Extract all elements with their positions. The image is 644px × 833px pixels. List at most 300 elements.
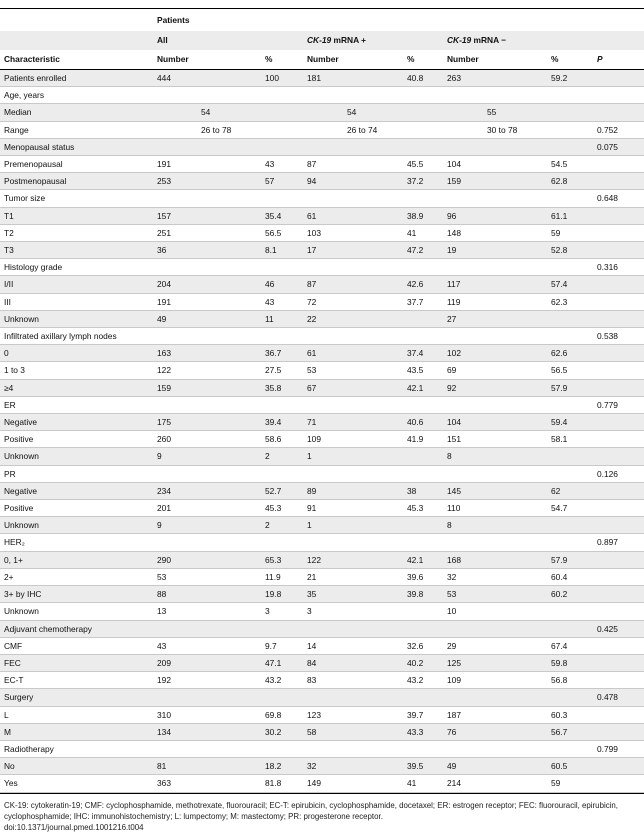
table-cell: 3 [303, 603, 403, 620]
table-cell: 58 [303, 723, 403, 740]
table-cell [593, 672, 644, 689]
table-cell: 43 [261, 156, 303, 173]
table-cell [303, 689, 403, 706]
table-cell: 13 [153, 603, 261, 620]
table-cell [261, 396, 303, 413]
table-cell: 9 [153, 448, 261, 465]
table-cell [443, 620, 547, 637]
table-cell: 0.648 [593, 190, 644, 207]
table-cell: 59.8 [547, 654, 593, 671]
table-cell: Surgery [0, 689, 153, 706]
table-cell: 30 to 78 [443, 121, 593, 138]
table-cell: M [0, 723, 153, 740]
table-cell [547, 534, 593, 551]
table-row [0, 775, 644, 792]
table-row [0, 104, 644, 121]
table-cell: 0 [0, 345, 153, 362]
table-cell: 65.3 [261, 551, 303, 568]
header-all: All [153, 31, 303, 50]
table-cell: 87 [303, 276, 403, 293]
table-cell: 87 [303, 156, 403, 173]
table-cell: 168 [443, 551, 547, 568]
table-cell: 100 [261, 70, 303, 87]
table-cell: 26 to 78 [153, 121, 303, 138]
table-cell: 47.1 [261, 654, 303, 671]
table-cell: 61.1 [547, 207, 593, 224]
table-cell [403, 328, 443, 345]
table-cell [547, 259, 593, 276]
table-cell: 37.7 [403, 293, 443, 310]
table-cell: 30.2 [261, 723, 303, 740]
table-cell [153, 87, 261, 104]
table-cell [261, 620, 303, 637]
table-cell: 209 [153, 654, 261, 671]
table-cell: Median [0, 104, 153, 121]
table-cell [593, 207, 644, 224]
table-cell [593, 482, 644, 499]
table-row [0, 465, 644, 482]
table-row [0, 723, 644, 740]
table-cell [593, 345, 644, 362]
table-cell: 0.897 [593, 534, 644, 551]
table-cell: 60.2 [547, 586, 593, 603]
table-cell: 41.9 [403, 431, 443, 448]
table-cell: 119 [443, 293, 547, 310]
table-cell [593, 87, 644, 104]
table-row [0, 379, 644, 396]
table-cell: 59.4 [547, 414, 593, 431]
table-cell [403, 448, 443, 465]
table-cell [593, 603, 644, 620]
table-row [0, 328, 644, 345]
table-cell: Negative [0, 414, 153, 431]
table-cell: 59.2 [547, 70, 593, 87]
table-row [0, 586, 644, 603]
patient-characteristics-table [0, 9, 644, 793]
table-cell: CMF [0, 637, 153, 654]
table-cell [593, 379, 644, 396]
table-cell: 56.8 [547, 672, 593, 689]
table-cell [403, 603, 443, 620]
table-cell: 45.3 [403, 500, 443, 517]
table-cell [547, 603, 593, 620]
table-cell: 39.8 [403, 586, 443, 603]
table-cell: 444 [153, 70, 261, 87]
table-cell: 43 [261, 293, 303, 310]
table-cell: 157 [153, 207, 261, 224]
table-cell [153, 689, 261, 706]
table-cell [261, 87, 303, 104]
table-cell: 52.8 [547, 242, 593, 259]
table-cell [593, 551, 644, 568]
table-cell [153, 740, 261, 757]
table-cell [593, 637, 644, 654]
table-cell: 69 [443, 362, 547, 379]
table-cell [443, 87, 547, 104]
table-cell [303, 465, 403, 482]
table-cell [303, 328, 403, 345]
table-cell: 56.7 [547, 723, 593, 740]
table-cell [547, 465, 593, 482]
table-cell [593, 242, 644, 259]
table-cell: 117 [443, 276, 547, 293]
table-row [0, 345, 644, 362]
table-cell: 2 [261, 517, 303, 534]
table-cell: Unknown [0, 448, 153, 465]
table-cell: Postmenopausal [0, 173, 153, 190]
table-cell [303, 620, 403, 637]
table-cell: 43.5 [403, 362, 443, 379]
table-cell: 11.9 [261, 568, 303, 585]
table-cell: 43.2 [403, 672, 443, 689]
table-cell [547, 190, 593, 207]
table-cell: PR [0, 465, 153, 482]
table-cell: 53 [153, 568, 261, 585]
table-cell: 54 [153, 104, 303, 121]
table-cell: 41 [403, 224, 443, 241]
table-cell: 17 [303, 242, 403, 259]
table-cell [443, 328, 547, 345]
table-row [0, 551, 644, 568]
table-cell: 54.5 [547, 156, 593, 173]
table-cell: 36.7 [261, 345, 303, 362]
table-cell [593, 654, 644, 671]
table-cell [403, 259, 443, 276]
table-row [0, 138, 644, 155]
table-cell [261, 740, 303, 757]
table-cell: 214 [443, 775, 547, 792]
table-row [0, 276, 644, 293]
table-cell: 0.126 [593, 465, 644, 482]
table-cell [547, 740, 593, 757]
table-cell: 181 [303, 70, 403, 87]
table-cell: 19 [443, 242, 547, 259]
table-cell: 92 [443, 379, 547, 396]
table-cell: 201 [153, 500, 261, 517]
header-row-patients [0, 9, 644, 31]
table-cell [153, 396, 261, 413]
table-cell [403, 87, 443, 104]
table-cell: 0, 1+ [0, 551, 153, 568]
table-footnote [0, 793, 644, 833]
table-cell [547, 87, 593, 104]
table-cell: 62.3 [547, 293, 593, 310]
footnote-abbreviations: CK-19: cytokeratin-19; CMF: cyclophosphamide, methotrexate, fluorouracil; EC-T: epirubicin, cyclophosphamide, docetaxel; ER: estrogen receptor; FEC: fluorouracil, epirubicin, cyclophosphamide; IHC: immunohistochemistry; L: lumpectomy; M: mastectomy; PR: progesterone receptor. [4, 800, 618, 821]
table-cell: 62.8 [547, 173, 593, 190]
table-cell [443, 138, 547, 155]
table-cell: 56.5 [261, 224, 303, 241]
table-row [0, 706, 644, 723]
table-cell [443, 689, 547, 706]
table-cell: 1 [303, 448, 403, 465]
table-cell: 69.8 [261, 706, 303, 723]
table-row [0, 70, 644, 87]
table-cell: 0.316 [593, 259, 644, 276]
table-cell: 0.799 [593, 740, 644, 757]
table-cell [443, 534, 547, 551]
table-cell: 58.6 [261, 431, 303, 448]
table-cell [261, 328, 303, 345]
table-cell: 104 [443, 414, 547, 431]
table-cell: 57 [261, 173, 303, 190]
table-row [0, 534, 644, 551]
table-cell: 9 [153, 517, 261, 534]
table-cell: 67 [303, 379, 403, 396]
table-cell [153, 259, 261, 276]
table-cell: 81 [153, 758, 261, 775]
header-percent: % [547, 50, 593, 70]
table-cell [593, 758, 644, 775]
table-cell [593, 568, 644, 585]
table-cell: 11 [261, 310, 303, 327]
table-row [0, 654, 644, 671]
table-cell: 109 [443, 672, 547, 689]
header-number: Number [443, 50, 547, 70]
table-cell: 122 [153, 362, 261, 379]
table-cell: 125 [443, 654, 547, 671]
table-cell: 56.5 [547, 362, 593, 379]
table-cell: 57.9 [547, 379, 593, 396]
table-row [0, 620, 644, 637]
table-cell: Tumor size [0, 190, 153, 207]
table-row [0, 173, 644, 190]
table-cell: 60.4 [547, 568, 593, 585]
table-cell: 263 [443, 70, 547, 87]
table-cell: 83 [303, 672, 403, 689]
table-cell: 59 [547, 775, 593, 792]
table-cell [593, 224, 644, 241]
table-cell: 54 [303, 104, 443, 121]
table-cell: 39.6 [403, 568, 443, 585]
table-cell: 35.8 [261, 379, 303, 396]
table-cell: 61 [303, 207, 403, 224]
table-cell [303, 87, 403, 104]
table-cell: 38.9 [403, 207, 443, 224]
table-cell [403, 689, 443, 706]
table-row [0, 414, 644, 431]
header-row-groups [0, 31, 644, 50]
table-cell: 89 [303, 482, 403, 499]
table-cell: 72 [303, 293, 403, 310]
table-cell: 62.6 [547, 345, 593, 362]
table-cell [593, 706, 644, 723]
table-cell: T3 [0, 242, 153, 259]
table-cell: 39.7 [403, 706, 443, 723]
ck19-gene-label: CK-19 [447, 35, 472, 45]
table-cell: 88 [153, 586, 261, 603]
table-cell: Unknown [0, 517, 153, 534]
table-row [0, 431, 644, 448]
table-cell: Radiotherapy [0, 740, 153, 757]
table-cell: 40.2 [403, 654, 443, 671]
table-cell: No [0, 758, 153, 775]
header-number: Number [303, 50, 403, 70]
table-row [0, 310, 644, 327]
table-cell: 9.7 [261, 637, 303, 654]
table-cell: 94 [303, 173, 403, 190]
table-cell [443, 465, 547, 482]
table-cell: 148 [443, 224, 547, 241]
table-cell: Range [0, 121, 153, 138]
table-row [0, 207, 644, 224]
header-patients: Patients [153, 9, 593, 31]
table-cell: 191 [153, 293, 261, 310]
table-cell [443, 740, 547, 757]
table-cell [303, 534, 403, 551]
table-row [0, 362, 644, 379]
table-cell: 102 [443, 345, 547, 362]
table-cell: Adjuvant chemotherapy [0, 620, 153, 637]
table-cell: Patients enrolled [0, 70, 153, 87]
table-cell: 19.8 [261, 586, 303, 603]
table-cell [593, 70, 644, 87]
table-cell [593, 723, 644, 740]
table-cell: 0.752 [593, 121, 644, 138]
table-cell: 49 [443, 758, 547, 775]
table-cell [593, 362, 644, 379]
table-cell: 3+ by IHC [0, 586, 153, 603]
table-row [0, 87, 644, 104]
table-row [0, 482, 644, 499]
table-cell: 2 [261, 448, 303, 465]
table-cell: 59 [547, 224, 593, 241]
table-cell: 49 [153, 310, 261, 327]
table-cell: 32.6 [403, 637, 443, 654]
table-cell: Negative [0, 482, 153, 499]
table-cell: 53 [303, 362, 403, 379]
table-cell: 71 [303, 414, 403, 431]
table-cell [303, 190, 403, 207]
table-cell: FEC [0, 654, 153, 671]
table-cell [593, 775, 644, 792]
table-cell: 0.425 [593, 620, 644, 637]
table-cell: I/II [0, 276, 153, 293]
table-cell: Histology grade [0, 259, 153, 276]
table-cell: 60.5 [547, 758, 593, 775]
table-cell: 134 [153, 723, 261, 740]
table-cell [443, 259, 547, 276]
table-cell [403, 620, 443, 637]
table-row [0, 758, 644, 775]
table-cell: 76 [443, 723, 547, 740]
table-cell [547, 620, 593, 637]
table-cell: 21 [303, 568, 403, 585]
table-cell: 47.2 [403, 242, 443, 259]
table-cell: Menopausal status [0, 138, 153, 155]
table-cell: 43 [153, 637, 261, 654]
table-cell [403, 740, 443, 757]
table-cell [403, 310, 443, 327]
table-cell [153, 328, 261, 345]
table-cell: 35 [303, 586, 403, 603]
table-cell: 46 [261, 276, 303, 293]
table-cell: 110 [443, 500, 547, 517]
table-cell: 290 [153, 551, 261, 568]
table-cell [547, 396, 593, 413]
table-cell [403, 465, 443, 482]
table-cell [403, 190, 443, 207]
table-cell: 27.5 [261, 362, 303, 379]
table-cell: 253 [153, 173, 261, 190]
table-row [0, 156, 644, 173]
table-cell [261, 259, 303, 276]
table-cell [547, 138, 593, 155]
header-ck19-positive [303, 31, 443, 50]
table-cell: 40.6 [403, 414, 443, 431]
table-cell [593, 414, 644, 431]
table-cell: 0.478 [593, 689, 644, 706]
table-cell: Unknown [0, 603, 153, 620]
table-cell: 151 [443, 431, 547, 448]
table-cell: 37.4 [403, 345, 443, 362]
table-cell: 187 [443, 706, 547, 723]
header-row-columns [0, 50, 644, 70]
table-cell: 109 [303, 431, 403, 448]
table-cell: 61 [303, 345, 403, 362]
table-row [0, 396, 644, 413]
table-cell: 2+ [0, 568, 153, 585]
table-row [0, 603, 644, 620]
table-row [0, 293, 644, 310]
table-cell: ER [0, 396, 153, 413]
table-cell [153, 190, 261, 207]
table-cell: 0.075 [593, 138, 644, 155]
table-cell [547, 448, 593, 465]
table-cell [547, 310, 593, 327]
table-cell [153, 534, 261, 551]
table-row [0, 448, 644, 465]
table-cell: 123 [303, 706, 403, 723]
table-cell: 60.3 [547, 706, 593, 723]
table-cell: 43.3 [403, 723, 443, 740]
table-cell: Unknown [0, 310, 153, 327]
table-cell: 26 to 74 [303, 121, 443, 138]
table-cell: 39.5 [403, 758, 443, 775]
table-cell: 54.7 [547, 500, 593, 517]
table-cell [403, 138, 443, 155]
table-cell: 0.538 [593, 328, 644, 345]
table-cell: 149 [303, 775, 403, 792]
table-cell: 159 [153, 379, 261, 396]
header-p-value: P [593, 50, 644, 70]
table-cell: 191 [153, 156, 261, 173]
table-cell: 39.4 [261, 414, 303, 431]
table-cell [593, 586, 644, 603]
table-cell [261, 465, 303, 482]
table-cell: 10 [443, 603, 547, 620]
header-ck19-negative [443, 31, 593, 50]
table-cell: Positive [0, 500, 153, 517]
table-cell [593, 448, 644, 465]
table-cell: Premenopausal [0, 156, 153, 173]
table-cell: 32 [303, 758, 403, 775]
table-cell [403, 517, 443, 534]
table-cell [153, 465, 261, 482]
table-cell: HER₂ [0, 534, 153, 551]
table-cell: 1 [303, 517, 403, 534]
table-cell: 234 [153, 482, 261, 499]
table-row [0, 568, 644, 585]
table-cell: Age, years [0, 87, 153, 104]
table-cell: 53 [443, 586, 547, 603]
footnote-doi: doi:10.1371/journal.pmed.1001216.t004 [4, 822, 144, 832]
table-cell: Positive [0, 431, 153, 448]
table-cell [593, 276, 644, 293]
table-cell: 45.5 [403, 156, 443, 173]
table-cell: 62 [547, 482, 593, 499]
table-row [0, 517, 644, 534]
table-cell [303, 740, 403, 757]
